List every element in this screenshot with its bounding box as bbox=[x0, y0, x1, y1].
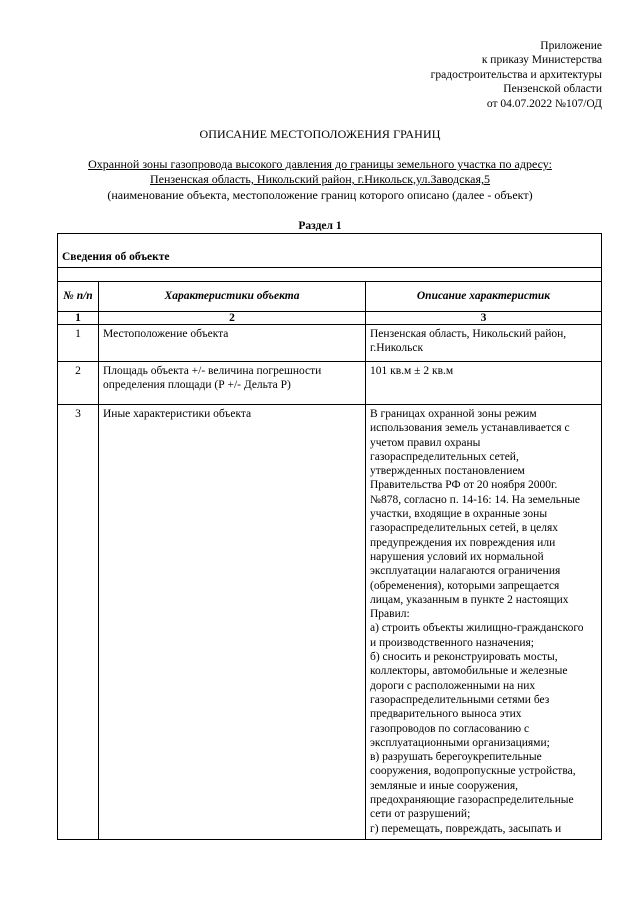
info-title-row bbox=[58, 234, 602, 268]
description-line: и производственного назначения; bbox=[370, 636, 534, 649]
object-name-line: Охранной зоны газопровода высокого давления до границы земельного участка по адресу: bbox=[88, 157, 552, 171]
description-line: г) перемещать, повреждать, засыпать и bbox=[370, 822, 562, 835]
column-header-row bbox=[58, 282, 602, 312]
description-line: утвержденных постановлением bbox=[370, 465, 525, 478]
table-row bbox=[58, 362, 602, 405]
column-number: 3 bbox=[366, 312, 602, 325]
description-line: учетом правил охраны bbox=[370, 436, 481, 449]
row-characteristic: Иные характеристики объекта bbox=[99, 405, 366, 840]
appendix-line: Приложение bbox=[540, 40, 602, 52]
description-line: использования земель устанавливается с bbox=[370, 422, 570, 435]
description-line: газораспределительных сетей, bbox=[370, 450, 519, 463]
table-row bbox=[58, 325, 602, 362]
description-line: б) сносить и реконструировать мосты, bbox=[370, 651, 558, 664]
description-line: земляные и иные сооружения, bbox=[370, 779, 519, 792]
object-info-table bbox=[57, 233, 602, 840]
row-description: 101 кв.м ± 2 кв.м bbox=[366, 362, 602, 405]
appendix-line: градостроительства и архитектуры bbox=[430, 68, 602, 81]
column-number-row bbox=[58, 312, 602, 325]
description-line: а) строить объекты жилищно-гражданского bbox=[370, 622, 584, 635]
description-line: предохраняющие газораспределительные bbox=[370, 794, 574, 807]
description-line: эксплуатации налагаются ограничения bbox=[370, 565, 561, 578]
header-num: № п/п bbox=[58, 282, 99, 312]
description-line: нарушения условий их нормальной bbox=[370, 550, 544, 563]
row-characteristic: Площадь объекта +/- величина погрешности определения площади (Р +/- Дельта Р) bbox=[99, 362, 366, 405]
document-title: ОПИСАНИЕ МЕСТОПОЛОЖЕНИЯ ГРАНИЦ bbox=[199, 127, 441, 141]
description-line: Правил: bbox=[370, 608, 410, 621]
description-line: коллекторы, автомобильные и железные bbox=[370, 665, 568, 678]
description-line: эксплуатационными организациями; bbox=[370, 736, 550, 749]
description-line: дороги с расположенными на них bbox=[370, 679, 536, 692]
description-line: участки, входящие в охранные зоны bbox=[370, 508, 548, 521]
info-title: Сведения об объекте bbox=[58, 234, 602, 268]
row-characteristic: Местоположение объекта bbox=[99, 325, 366, 362]
description-line: (обременения), которыми запрещается bbox=[370, 579, 560, 592]
description-line: в) разрушать берегоукрепительные bbox=[370, 751, 542, 764]
description-line: сооружения, водопропускные устройства, bbox=[370, 765, 576, 778]
appendix-line: от 04.07.2022 №107/ОД bbox=[486, 97, 602, 110]
description-line: предварительного выноса этих bbox=[370, 708, 522, 721]
description-line: В границах охранной зоны режим bbox=[370, 408, 537, 420]
object-caption: (наименование объекта, местоположение границ которого описано (далее - объект) bbox=[107, 188, 533, 202]
appendix-line: к приказу Министерства bbox=[481, 54, 602, 67]
row-description: Пензенская область, Никольский район, г.Никольск bbox=[366, 325, 602, 362]
header-characteristic: Характеристики объекта bbox=[99, 282, 366, 312]
header-description: Описание характеристик bbox=[366, 282, 602, 312]
description-line: предупреждения их повреждения или bbox=[370, 536, 556, 549]
column-number: 2 bbox=[99, 312, 366, 325]
description-line: Правительства РФ от 20 ноября 2000г. bbox=[370, 479, 558, 492]
column-number: 1 bbox=[58, 312, 99, 325]
row-number: 1 bbox=[58, 325, 99, 362]
row-description bbox=[366, 405, 602, 840]
description-line: лицам, указанным в пункте 2 настоящих bbox=[370, 593, 569, 606]
section-title: Раздел 1 bbox=[298, 220, 342, 232]
table-row bbox=[58, 405, 602, 840]
object-address-line: Пензенская область, Никольский район, г.Никольск,ул.Заводская,5 bbox=[150, 172, 490, 186]
appendix-line: Пензенской области bbox=[503, 83, 602, 96]
description-line: №878, согласно п. 14-16: 14. На земельные bbox=[370, 493, 581, 506]
description-line: газопроводов по согласованию с bbox=[370, 722, 530, 735]
spacer-row bbox=[58, 268, 602, 282]
description-line: газораспределительными сетями без bbox=[370, 693, 550, 706]
description-line: газораспределительных сетей, в целях bbox=[370, 522, 559, 535]
appendix-header bbox=[342, 39, 602, 111]
row-number: 2 bbox=[58, 362, 99, 405]
row-number: 3 bbox=[58, 405, 99, 840]
description-line: сети от разрушений; bbox=[370, 808, 471, 821]
